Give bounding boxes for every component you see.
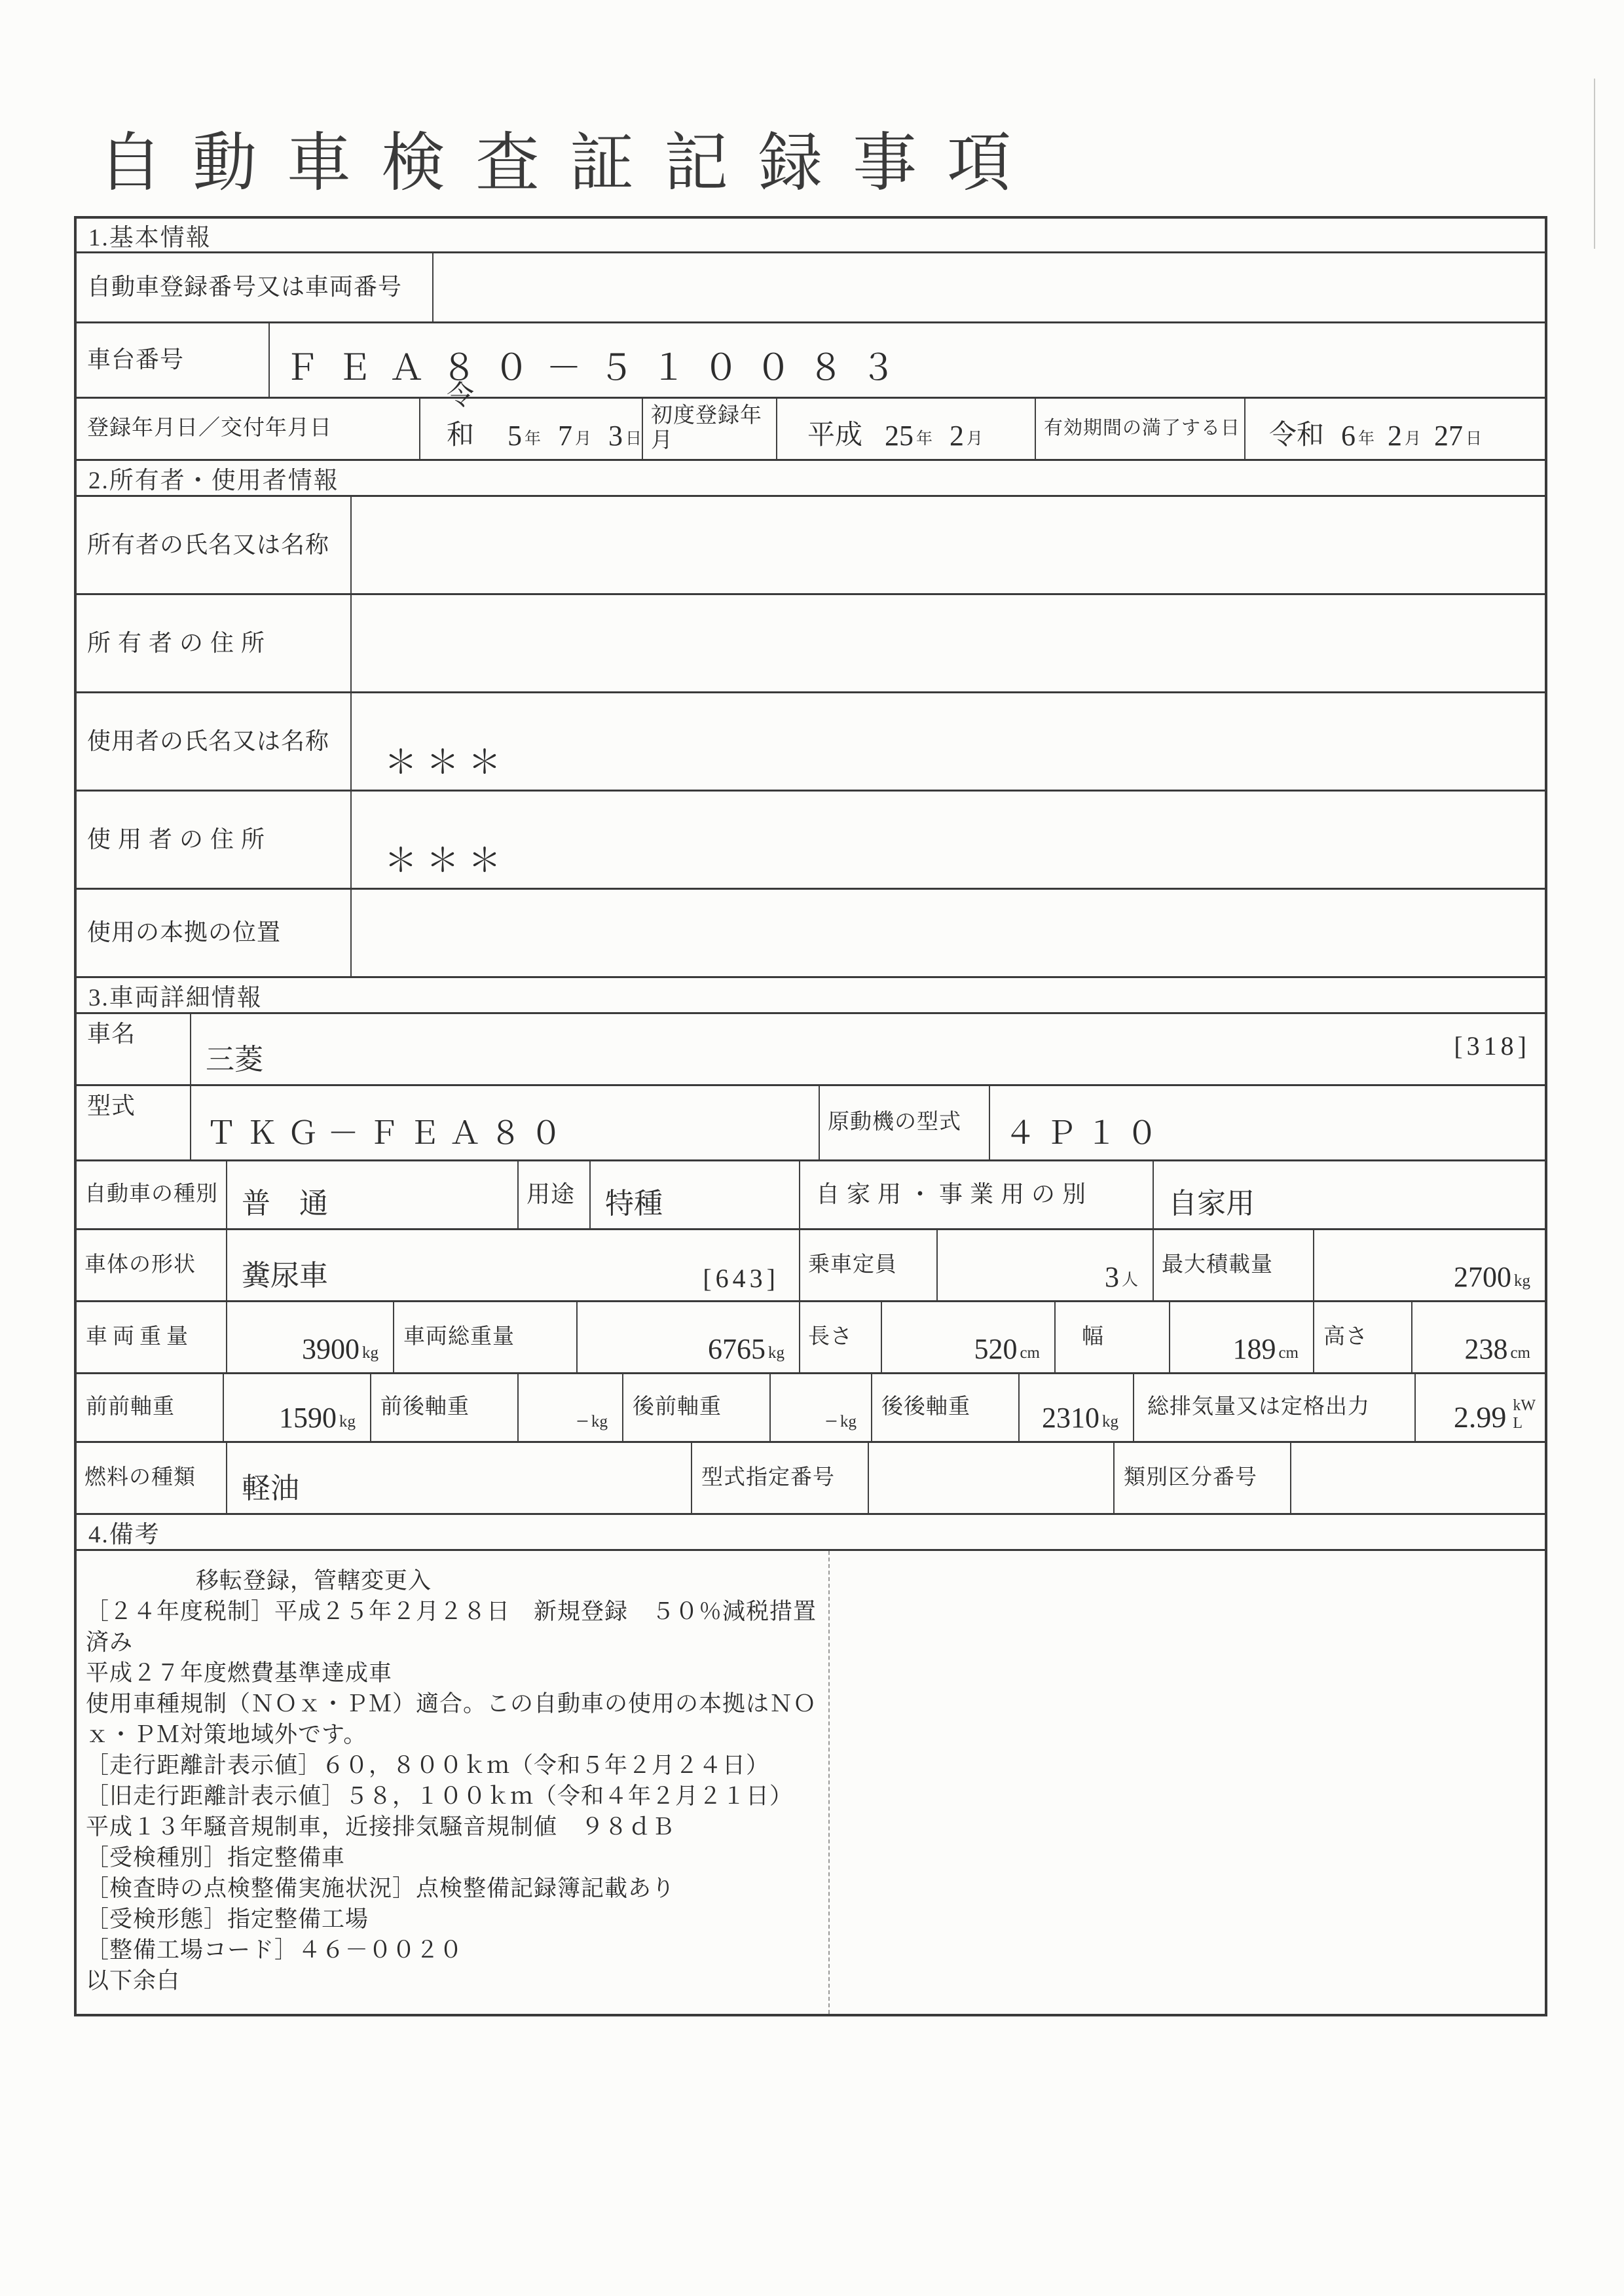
expiry-date-value: 令和 6 年 2 月 27 日 <box>1246 399 1545 459</box>
private-business-label: 自 家 用 ・ 事 業 用 の 別 <box>800 1161 1154 1228</box>
front-rear-axle-label: 前後軸重 <box>371 1374 519 1441</box>
rear-rear-axle-value: 2310 kg <box>1020 1374 1134 1441</box>
scan-artifact-line <box>1594 79 1595 249</box>
remark-line: ［受検形態］指定整備工場 <box>86 1906 369 1932</box>
model-label: 型式 <box>77 1086 191 1159</box>
remark-line: 移転登録，管轄変更入 <box>196 1568 432 1594</box>
row-weights-dimensions <box>77 1302 1545 1374</box>
type-designation-number-label: 型式指定番号 <box>692 1443 869 1513</box>
owner-address-label: 所 有 者 の 住 所 <box>77 595 352 691</box>
row-registration-date <box>77 381 1545 461</box>
user-address-label: 使 用 者 の 住 所 <box>77 792 352 888</box>
chassis-number-label: 車台番号 <box>77 323 270 397</box>
row-user-name <box>77 693 1545 792</box>
remark-line: ［受検種別］指定整備車 <box>86 1845 346 1870</box>
class-number-label: 類別区分番号 <box>1115 1443 1291 1513</box>
remark-line: ｘ・ＰＭ対策地域外です。 <box>86 1722 367 1747</box>
rear-front-axle-value: − kg <box>771 1374 872 1441</box>
first-registration-value: 平成 25 年 2 月 <box>777 399 1036 459</box>
remark-line: 済み <box>86 1630 134 1655</box>
row-owner-name <box>77 497 1545 595</box>
body-shape-value: 糞尿車 [643] <box>227 1230 800 1300</box>
registration-number-value <box>434 253 1545 321</box>
remarks-text <box>77 1551 1545 1996</box>
base-location-label: 使用の本拠の位置 <box>77 890 352 976</box>
remark-line: ［旧走行距離計表示値］５８，１００ｋｍ（令和４年２月２１日） <box>86 1783 794 1809</box>
owner-address-value <box>352 595 1545 691</box>
certificate-table <box>74 216 1547 2016</box>
gross-weight-label: 車両総重量 <box>394 1302 578 1372</box>
first-registration-label: 初度登録年月 <box>643 399 777 459</box>
capacity-label: 乗車定員 <box>800 1230 938 1300</box>
use-type-value: 特種 <box>591 1161 800 1228</box>
row-model <box>77 1086 1545 1161</box>
gross-weight-value: 6765 kg <box>578 1302 800 1372</box>
base-location-value <box>352 890 1545 976</box>
car-name-label: 車名 <box>77 1014 191 1084</box>
height-label: 高さ <box>1314 1302 1412 1372</box>
row-user-address <box>77 792 1545 890</box>
registration-date-label: 登録年月日／交付年月日 <box>77 399 420 459</box>
capacity-value: 3 人 <box>938 1230 1154 1300</box>
length-label: 長さ <box>800 1302 882 1372</box>
displacement-label: 総排気量又は定格出力 <box>1134 1374 1416 1441</box>
row-fuel-type <box>77 1443 1545 1515</box>
first-reg-era: 平成 <box>807 420 863 450</box>
user-name-label: 使用者の氏名又は名称 <box>77 693 352 790</box>
fuel-type-value: 軽油 <box>227 1443 692 1513</box>
vehicle-kind-label: 自動車の種別 <box>77 1161 227 1228</box>
private-business-value: 自家用 <box>1168 1188 1255 1220</box>
remark-line: ［走行距離計表示値］６０，８００ｋｍ（令和５年２月２４日） <box>86 1753 770 1778</box>
row-body-shape <box>77 1230 1545 1302</box>
model-value: ＴＫＧ－ＦＥＡ８０ <box>191 1086 820 1159</box>
car-name-value: 三菱 [318] <box>206 1031 1530 1076</box>
length-value: 520 cm <box>882 1302 1056 1372</box>
section-1-header <box>77 219 1545 253</box>
section-3-title: 3.車両詳細情報 <box>88 985 263 1011</box>
rear-rear-axle-label: 後後軸重 <box>872 1374 1020 1441</box>
row-car-name <box>77 1014 1545 1086</box>
page-title: 自動車検査証記録事項 <box>98 128 1042 199</box>
displacement-units: kW L <box>1513 1396 1536 1432</box>
type-designation-number-value <box>869 1443 1115 1513</box>
row-owner-address <box>77 595 1545 693</box>
row-vehicle-kind <box>77 1161 1545 1230</box>
width-label: 幅 <box>1056 1302 1170 1372</box>
body-shape-label: 車体の形状 <box>77 1230 227 1300</box>
use-type-label: 用途 <box>519 1161 591 1228</box>
row-chassis-number <box>77 323 1545 399</box>
section-1-title: 1.基本情報 <box>88 225 212 251</box>
engine-model-value: ４Ｐ１０ <box>1005 1116 1168 1151</box>
owner-name-label: 所有者の氏名又は名称 <box>77 497 352 593</box>
rear-front-axle-label: 後前軸重 <box>623 1374 771 1441</box>
width-value: 189 cm <box>1170 1302 1314 1372</box>
max-load-value: 2700 kg <box>1454 1261 1530 1293</box>
remark-line: 平成１３年騒音規制車，近接排気騒音規制値 ９８ｄＢ <box>86 1814 676 1840</box>
registration-date-value: 令和 5 年 7 月 3 日 <box>420 399 643 459</box>
remarks-fold-divider <box>828 1551 830 2014</box>
section-2-title: 2.所有者・使用者情報 <box>88 467 339 494</box>
user-address-value: ＊＊＊ <box>384 842 510 879</box>
vehicle-kind-value: 普 通 <box>227 1161 519 1228</box>
displacement-value: 2.99 kW L <box>1453 1396 1536 1434</box>
vehicle-weight-label: 車両重量 <box>77 1302 227 1372</box>
vehicle-weight-value: 3900 kg <box>227 1302 394 1372</box>
expiry-era: 令和 <box>1269 420 1325 450</box>
expiry-date-label: 有効期間の満了する日 <box>1036 399 1246 459</box>
max-load-label: 最大積載量 <box>1154 1230 1314 1300</box>
user-name-value: ＊＊＊ <box>384 744 510 780</box>
front-front-axle-value: 1590 kg <box>224 1374 371 1441</box>
front-rear-axle-value: − kg <box>519 1374 623 1441</box>
remarks-box <box>77 1551 1545 2014</box>
front-front-axle-label: 前前軸重 <box>77 1374 224 1441</box>
remark-line: 使用車種規制（ＮＯｘ・ＰＭ）適合。この自動車の使用の本拠はＮＯ <box>86 1691 817 1717</box>
section-4-title: 4.備考 <box>88 1522 160 1548</box>
section-3-header <box>77 978 1545 1014</box>
remark-line: 平成２７年度燃費基準達成車 <box>86 1660 393 1686</box>
remark-line: 以下余白 <box>86 1968 181 1994</box>
registration-number-label: 自動車登録番号又は車両番号 <box>77 253 434 321</box>
row-base-location <box>77 890 1545 978</box>
owner-name-value <box>352 497 1545 593</box>
remark-line: ［検査時の点検整備実施状況］点検整備記録簿記載あり <box>86 1876 676 1901</box>
fuel-type-label: 燃料の種類 <box>77 1443 227 1513</box>
row-registration-number <box>77 253 1545 323</box>
car-name-code: [318] <box>1454 1031 1530 1061</box>
reg-date-era: 令和 <box>447 381 475 450</box>
section-2-header <box>77 461 1545 497</box>
row-axle-weights <box>77 1374 1545 1443</box>
section-4-header <box>77 1515 1545 1551</box>
chassis-number-value: ＦＥＡ８０－５１００８３ <box>284 348 913 388</box>
height-value: 238 cm <box>1464 1333 1530 1365</box>
remark-line: ［整備工場コード］４６－００２０ <box>86 1937 464 1963</box>
body-shape-code: [643] <box>703 1264 779 1293</box>
class-number-value <box>1291 1443 1545 1513</box>
remark-line: ［２４年度税制］平成２５年２月２８日 新規登録 ５０％減税措置 <box>86 1599 817 1624</box>
engine-model-label: 原動機の型式 <box>820 1086 990 1159</box>
